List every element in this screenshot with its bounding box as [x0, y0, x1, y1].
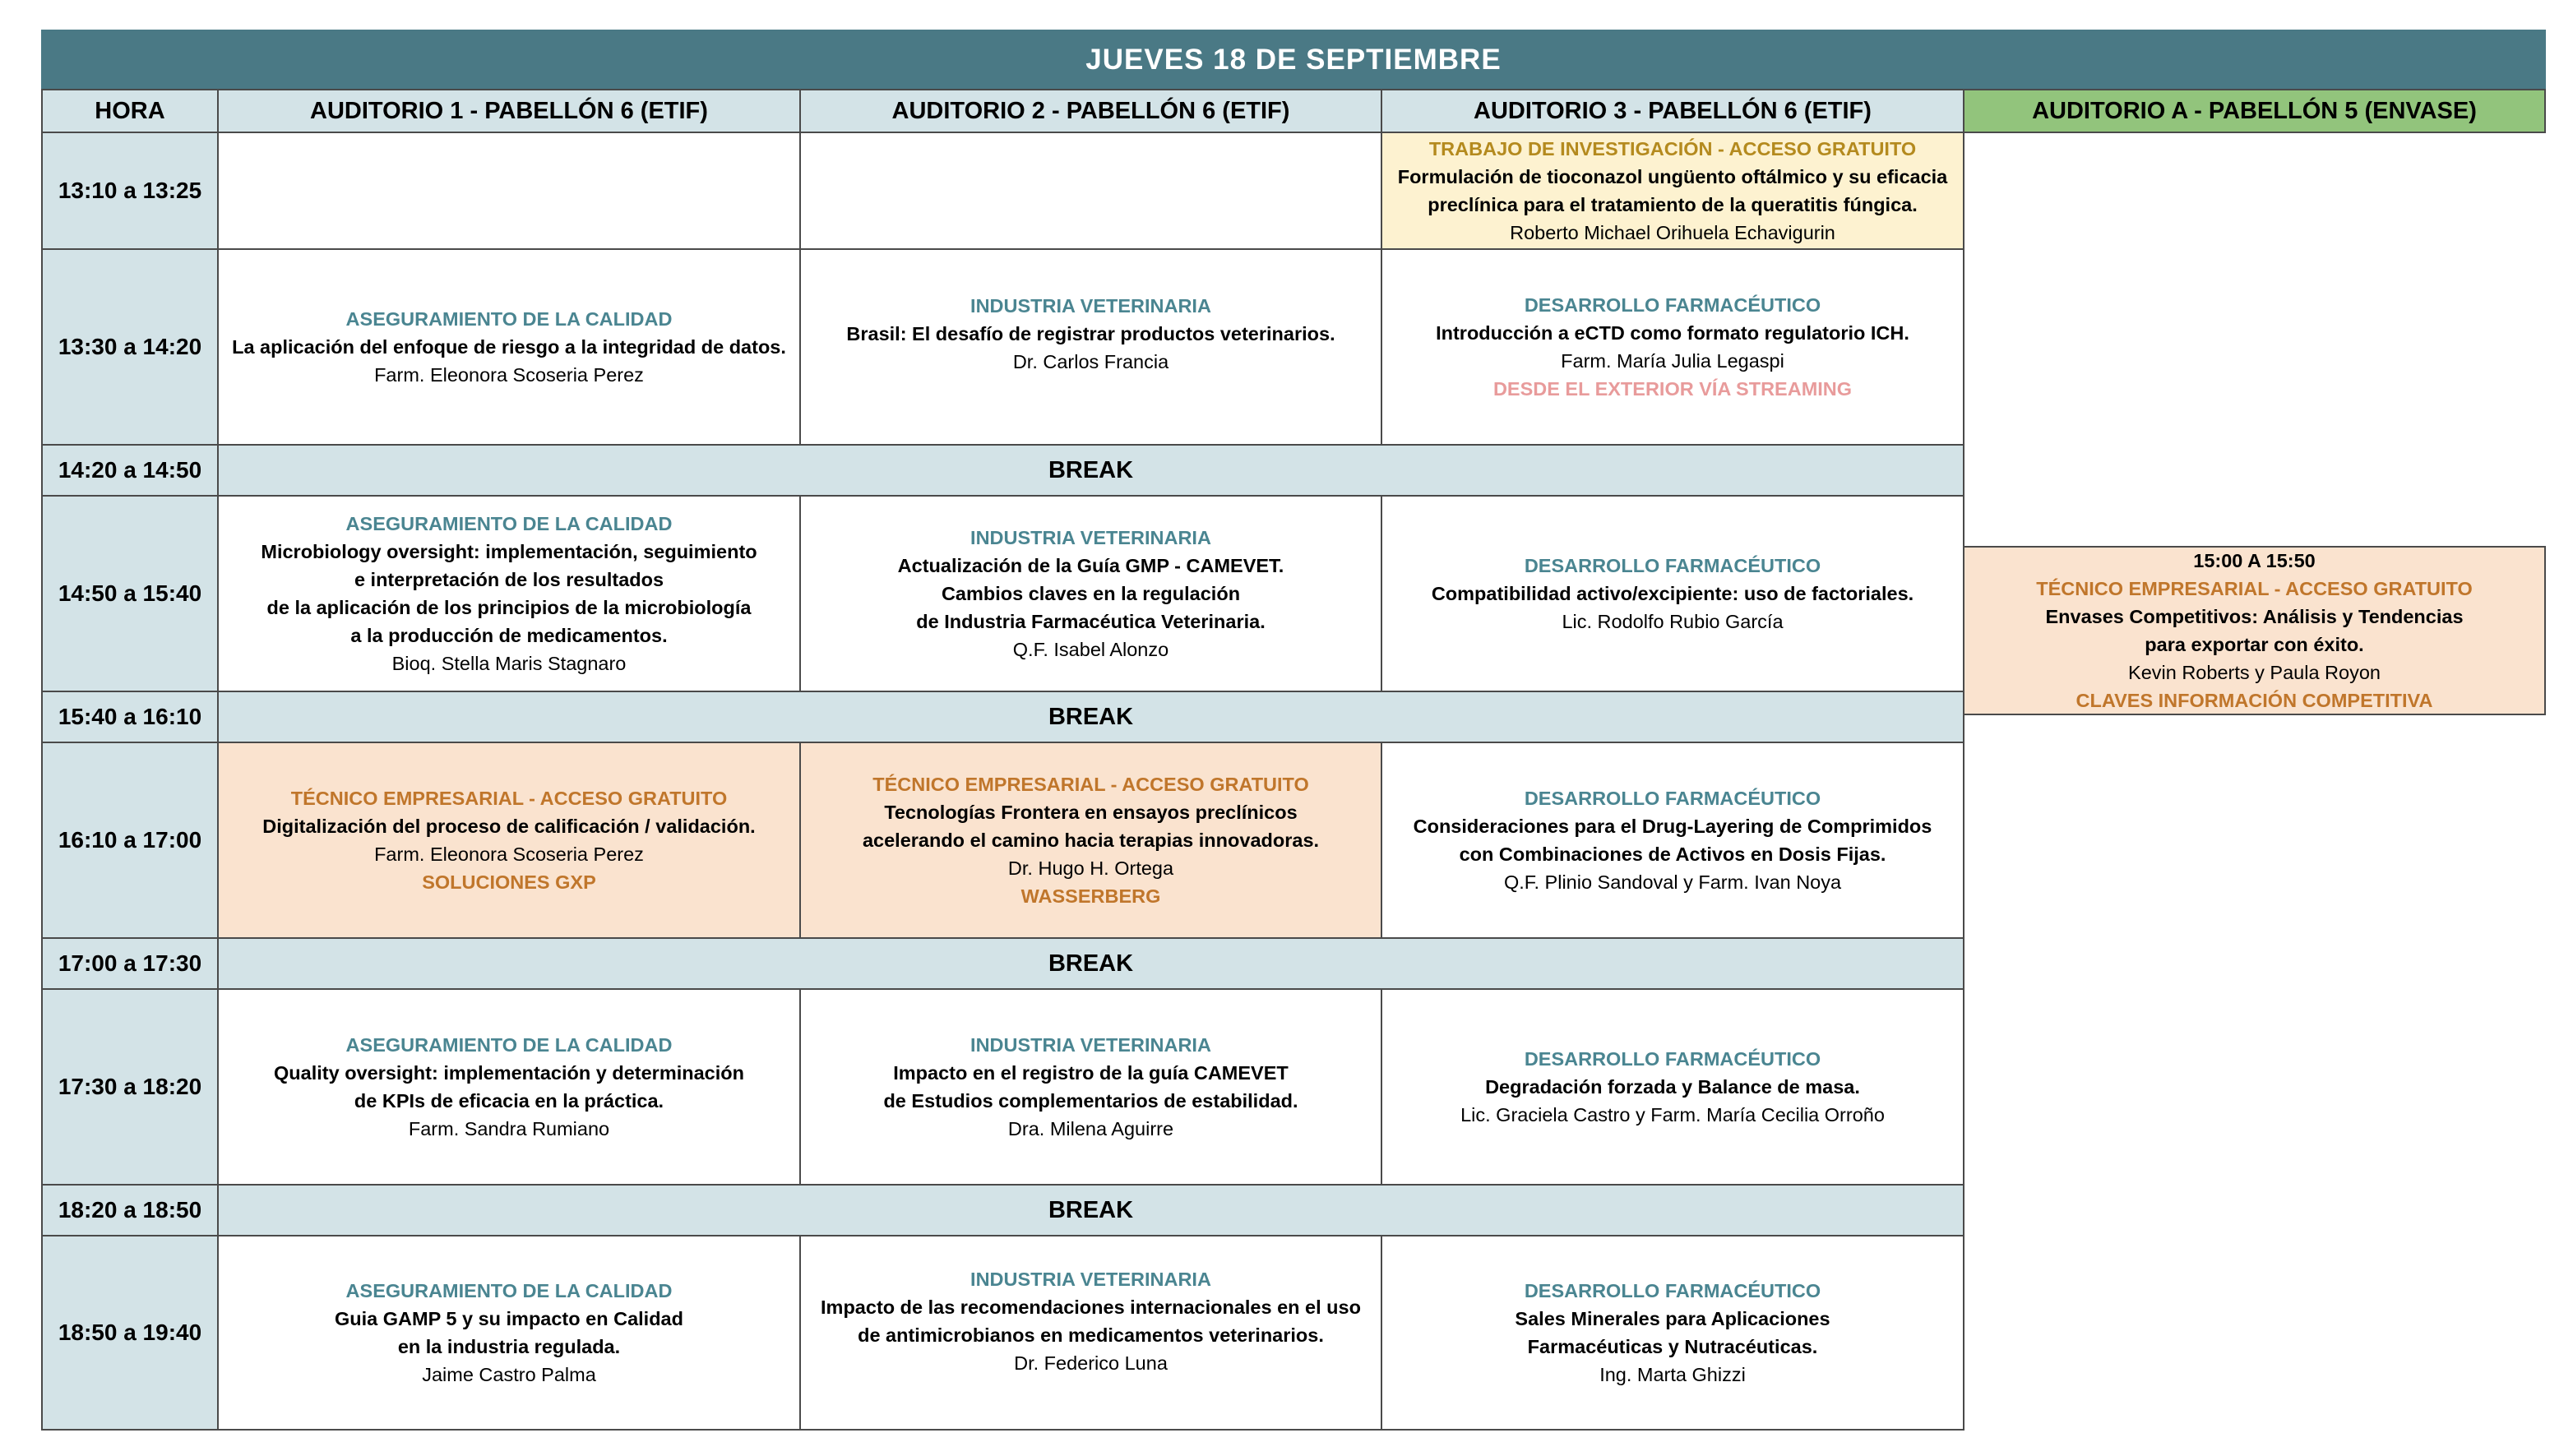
- break-row: [217, 444, 1964, 497]
- session-cell-empty: [217, 132, 801, 250]
- session-title: Sales Minerales para Aplicaciones: [1515, 1308, 1830, 1329]
- session-title: preclínica para el tratamiento de la queratitis fúngica.: [1428, 194, 1918, 215]
- session-speaker: Farm. Sandra Rumiano: [408, 1118, 610, 1139]
- session-cell-auditorio-a: [1963, 546, 2546, 715]
- session-cell-empty: [799, 132, 1382, 250]
- session-category: ASEGURAMIENTO DE LA CALIDAD: [345, 513, 673, 534]
- hour-label: 18:20 a 18:50: [58, 1197, 202, 1223]
- header-auditorio-2-label: AUDITORIO 2 - PABELLÓN 6 (ETIF): [891, 97, 1290, 124]
- session-cell: [217, 495, 801, 692]
- session-title: Compatibilidad activo/excipiente: uso de factoriales.: [1431, 583, 1914, 604]
- hour-cell: [41, 742, 219, 939]
- break-label: BREAK: [1048, 703, 1134, 730]
- session-category: ASEGURAMIENTO DE LA CALIDAD: [345, 1034, 673, 1056]
- session-category: TÉCNICO EMPRESARIAL - ACCESO GRATUITO: [2036, 578, 2473, 599]
- session-title: Formulación de tioconazol ungüento oftálmico y su eficacia: [1397, 166, 1948, 187]
- hour-label: 13:30 a 14:20: [58, 334, 202, 359]
- session-category: DESARROLLO FARMACÉUTICO: [1524, 788, 1821, 809]
- streaming-note: DESDE EL EXTERIOR VÍA STREAMING: [1492, 378, 1853, 400]
- session-speaker: Jaime Castro Palma: [422, 1364, 596, 1385]
- session-speaker: Q.F. Plinio Sandoval y Farm. Ivan Noya: [1503, 871, 1842, 893]
- session-title: Impacto en el registro de la guía CAMEVET: [893, 1062, 1289, 1084]
- session-category: TRABAJO DE INVESTIGACIÓN - ACCESO GRATUITO: [1428, 138, 1917, 159]
- session-speaker: Dra. Milena Aguirre: [1007, 1118, 1174, 1139]
- hour-label: 17:30 a 18:20: [58, 1074, 202, 1099]
- session-cell: [799, 988, 1382, 1186]
- session-speaker: Dr. Federico Luna: [1014, 1352, 1168, 1374]
- session-title: de antimicrobianos en medicamentos veterinarios.: [858, 1324, 1324, 1346]
- session-title: Digitalización del proceso de calificación / validación.: [262, 816, 756, 837]
- session-title: Cambios claves en la regulación: [941, 583, 1241, 604]
- session-cell: [217, 1235, 801, 1431]
- hour-cell: [41, 132, 219, 250]
- hour-cell: [41, 691, 219, 743]
- hour-label: 15:40 a 16:10: [58, 704, 202, 729]
- session-speaker: Ing. Marta Ghizzi: [1599, 1364, 1746, 1385]
- session-title: acelerando el camino hacia terapias innovadoras.: [862, 830, 1320, 851]
- header-auditorio-1-label: AUDITORIO 1 - PABELLÓN 6 (ETIF): [310, 97, 708, 124]
- session-speaker: Dr. Hugo H. Ortega: [1007, 857, 1174, 879]
- session-sponsor: SOLUCIONES GXP: [422, 871, 596, 893]
- hour-cell: [41, 937, 219, 990]
- session-title: Impacto de las recomendaciones internacionales en el uso: [821, 1297, 1361, 1318]
- session-time: 15:00 A 15:50: [2193, 550, 2316, 571]
- session-category: ASEGURAMIENTO DE LA CALIDAD: [345, 1280, 673, 1301]
- break-row: [217, 937, 1964, 990]
- session-title: para exportar con éxito.: [2145, 634, 2364, 655]
- page-title: [41, 30, 2546, 90]
- session-title: Consideraciones para el Drug-Layering de Comprimidos: [1413, 816, 1932, 837]
- session-title: La aplicación del enfoque de riesgo a la integridad de datos.: [232, 336, 786, 358]
- session-cell: [1381, 988, 1964, 1186]
- session-cell: [217, 742, 801, 939]
- hour-label: 17:00 a 17:30: [58, 950, 202, 976]
- header-auditorio-3: [1381, 89, 1964, 133]
- session-title: Quality oversight: implementación y determinación: [274, 1062, 744, 1084]
- hour-cell: [41, 248, 219, 446]
- session-cell: [799, 742, 1382, 939]
- session-category: TÉCNICO EMPRESARIAL - ACCESO GRATUITO: [290, 788, 728, 809]
- break-label: BREAK: [1048, 950, 1134, 977]
- session-speaker: Lic. Graciela Castro y Farm. María Cecilia Orroño: [1460, 1104, 1885, 1126]
- hour-cell: [41, 444, 219, 497]
- session-title: Actualización de la Guía GMP - CAMEVET.: [897, 555, 1284, 576]
- session-title: Guia GAMP 5 y su impacto en Calidad: [335, 1308, 683, 1329]
- session-cell: [799, 1235, 1382, 1431]
- session-cell: [799, 248, 1382, 446]
- hour-label: 13:10 a 13:25: [58, 178, 202, 203]
- session-title: con Combinaciones de Activos en Dosis Fijas.: [1459, 844, 1886, 865]
- hour-cell: [41, 1184, 219, 1236]
- break-row: [217, 691, 1964, 743]
- session-speaker: Lic. Rodolfo Rubio García: [1562, 611, 1784, 632]
- session-title: Tecnologías Frontera en ensayos preclínicos: [884, 802, 1298, 823]
- session-title: a la producción de medicamentos.: [350, 625, 668, 646]
- hour-cell: [41, 988, 219, 1186]
- session-cell: [217, 248, 801, 446]
- header-auditorio-2: [799, 89, 1382, 133]
- session-title: Microbiology oversight: implementación, seguimiento: [261, 541, 757, 562]
- session-speaker: Roberto Michael Orihuela Echavigurin: [1510, 222, 1835, 243]
- session-category: DESARROLLO FARMACÉUTICO: [1524, 294, 1821, 316]
- hour-label: 14:50 a 15:40: [58, 580, 202, 606]
- session-sponsor: CLAVES INFORMACIÓN COMPETITIVA: [2076, 690, 2433, 711]
- session-cell: [1381, 495, 1964, 692]
- hour-label: 18:50 a 19:40: [58, 1320, 202, 1345]
- banner-text: JUEVES 18 DE SEPTIEMBRE: [1085, 44, 1502, 76]
- hour-label: 16:10 a 17:00: [58, 827, 202, 853]
- header-auditorio-1: [217, 89, 801, 133]
- session-title: en la industria regulada.: [397, 1336, 621, 1357]
- session-cell: [1381, 742, 1964, 939]
- session-category: TÉCNICO EMPRESARIAL - ACCESO GRATUITO: [872, 774, 1309, 795]
- header-hora: [41, 89, 219, 133]
- session-category: DESARROLLO FARMACÉUTICO: [1524, 1048, 1821, 1070]
- session-speaker: Farm. Eleonora Scoseria Perez: [374, 844, 644, 865]
- break-label: BREAK: [1048, 456, 1134, 483]
- session-speaker: Farm. Eleonora Scoseria Perez: [374, 364, 644, 386]
- session-category: ASEGURAMIENTO DE LA CALIDAD: [345, 308, 673, 330]
- session-category: INDUSTRIA VETERINARIA: [970, 1034, 1211, 1056]
- session-speaker: Q.F. Isabel Alonzo: [1012, 639, 1169, 660]
- session-speaker: Dr. Carlos Francia: [1012, 351, 1169, 372]
- session-cell: [217, 988, 801, 1186]
- session-title: Farmacéuticas y Nutracéuticas.: [1527, 1336, 1818, 1357]
- session-title: de Industria Farmacéutica Veterinaria.: [916, 611, 1266, 632]
- session-cell: [1381, 132, 1964, 250]
- header-hora-label: HORA: [95, 97, 165, 124]
- break-label: BREAK: [1048, 1196, 1134, 1223]
- session-title: Envases Competitivos: Análisis y Tendencias: [2045, 606, 2464, 627]
- hour-cell: [41, 1235, 219, 1431]
- session-sponsor: WASSERBERG: [1020, 885, 1161, 907]
- session-cell: [799, 495, 1382, 692]
- session-title: de la aplicación de los principios de la microbiología: [266, 597, 752, 618]
- session-category: INDUSTRIA VETERINARIA: [970, 1269, 1211, 1290]
- session-title: Introducción a eCTD como formato regulatorio ICH.: [1436, 322, 1909, 344]
- header-auditorio-a-label: AUDITORIO A - PABELLÓN 5 (ENVASE): [2032, 97, 2477, 124]
- header-auditorio-a: [1963, 89, 2546, 133]
- session-title: Brasil: El desafío de registrar productos veterinarios.: [846, 323, 1335, 344]
- session-category: DESARROLLO FARMACÉUTICO: [1524, 1280, 1821, 1301]
- session-title: Degradación forzada y Balance de masa.: [1485, 1076, 1860, 1098]
- session-title: e interpretación de los resultados: [354, 569, 664, 590]
- hour-cell: [41, 495, 219, 692]
- session-category: INDUSTRIA VETERINARIA: [970, 527, 1211, 548]
- session-title: de KPIs de eficacia en la práctica.: [354, 1090, 664, 1112]
- session-cell: [1381, 248, 1964, 446]
- session-cell: [1381, 1235, 1964, 1431]
- header-auditorio-3-label: AUDITORIO 3 - PABELLÓN 6 (ETIF): [1474, 97, 1872, 124]
- session-speaker: Kevin Roberts y Paula Royon: [2128, 662, 2381, 683]
- session-speaker: Farm. María Julia Legaspi: [1561, 350, 1784, 372]
- session-category: INDUSTRIA VETERINARIA: [970, 295, 1211, 317]
- hour-label: 14:20 a 14:50: [58, 457, 202, 483]
- break-row: [217, 1184, 1964, 1236]
- session-title: de Estudios complementarios de estabilidad.: [883, 1090, 1298, 1112]
- session-speaker: Bioq. Stella Maris Stagnaro: [391, 653, 627, 674]
- session-category: DESARROLLO FARMACÉUTICO: [1524, 555, 1821, 576]
